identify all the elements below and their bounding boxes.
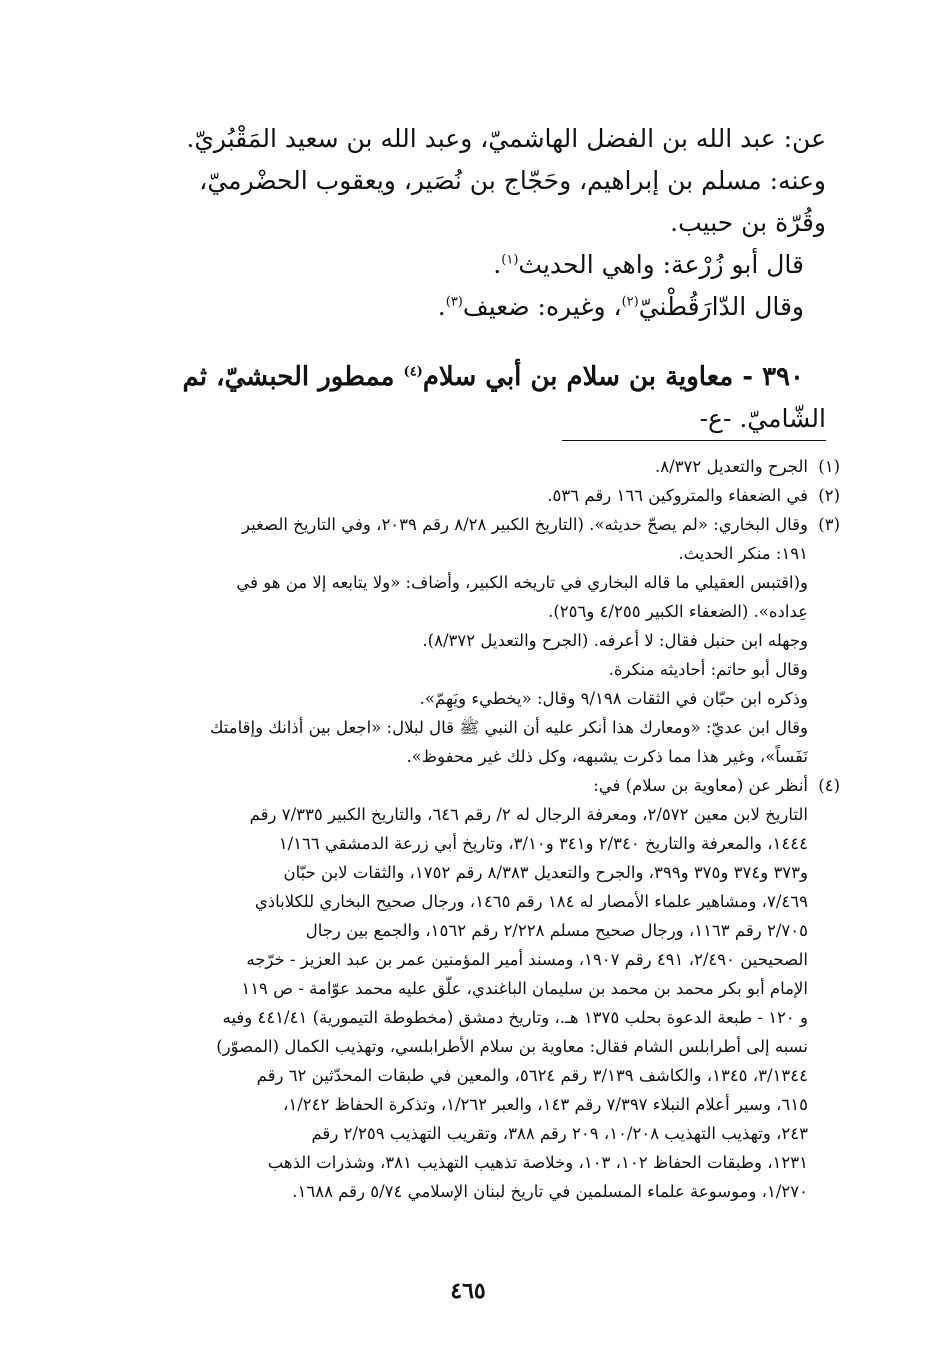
footnote-text: التاريخ لابن معين ٢/٥٧٢، ومعرفة الرجال له ٢/ رقم ٦٤٦، والتاريخ الكبير ٧/٣٣٥ رقم xyxy=(249,805,808,824)
footnote-line xyxy=(130,742,840,771)
footnote-text: ١٩١: منكر الحديث. xyxy=(678,544,808,563)
footnote-line xyxy=(130,684,840,713)
footnote-line xyxy=(130,1177,840,1206)
footnote xyxy=(130,510,840,771)
main-line: عن: عبد الله بن الفضل الهاشميّ، وعبد الله بن سعيد المَقْبُريّ. xyxy=(186,124,826,153)
footnote-text: وذكره ابن حبّان في الثقات ٩/١٩٨ وقال: «يخطيء ويَهِمّ». xyxy=(419,689,808,708)
entry-heading: ٣٩٠ - معاوية بن سلام بن أبي سلام$^{(٤)}$ ممطور الحبشيّ، ثم xyxy=(182,362,804,392)
footnote-text: نسبه إلى أطرابلس الشام فقال: معاوية بن سلام الأطرابلسي، وتهذيب الكمال (المصوّر) xyxy=(216,1037,808,1056)
footnote-text: ١٤٤٤، والمعرفة والتاريخ ٢/٣٤٠ و٣٤١ و٣/١٠، وتاريخ أبي زرعة الدمشقي ١/١٦٦ xyxy=(278,834,808,853)
footnote-text: ٢٤٣، وتهذيب التهذيب ١٠/٢٠٨، ٢٠٩ رقم ٣٨٨، وتقريب التهذيب ٢/٢٥٩ رقم xyxy=(311,1124,808,1143)
footnote-number: (٤) xyxy=(818,776,840,795)
footnote-text: الجرح والتعديل ٨/٣٧٢. xyxy=(654,457,808,476)
footnote-line xyxy=(130,800,840,829)
footnote-ref: (٣) xyxy=(445,294,463,310)
footnote-text: الإمام أبو بكر محمد بن محمد بن سليمان الباغندي، علّق عليه محمد عوّامة - ص ١١٩ xyxy=(241,979,808,998)
footnote-text: ١٢٣١، وطبقات الحفاظ ١٠٢، ١٠٣، وخلاصة تذهيب التهذيب ٣٨١، وشذرات الذهب xyxy=(267,1153,808,1172)
footnote-ref: (٢) xyxy=(621,294,639,310)
footnote-line xyxy=(130,887,840,916)
footnote-line xyxy=(130,568,840,597)
footnote-text: ٢/٧٠٥ رقم ١١٦٣، ورجال صحيح مسلم ٢/٢٢٨ رقم ١٥٦٢، والجمع بين رجال xyxy=(305,921,808,940)
footnote-text: ٦١٥، وسير أعلام النبلاء ٧/٣٩٧ رقم ١٤٣، والعبر ١/٢٦٢، وتذكرة الحفاظ ١/٢٤٢، xyxy=(283,1095,808,1114)
footnote-line xyxy=(130,771,840,800)
main-line: وقُرّة بن حبيب. xyxy=(670,208,826,237)
footnote xyxy=(130,452,840,481)
footnote-line xyxy=(130,626,840,655)
footnote-line xyxy=(130,974,840,1003)
footnote-text: و٣٧٣ و٣٧٤ و٣٧٥ و٣٩٩، والجرح والتعديل ٨/٣٨٣ رقم ١٧٥٢، والثقات لابن حبّان xyxy=(283,863,808,882)
footnote-line xyxy=(130,1003,840,1032)
footnote-text: أنظر عن (معاوية بن سلام) في: xyxy=(593,776,808,795)
footnote-line xyxy=(130,1148,840,1177)
footnote-line xyxy=(130,655,840,684)
footnote-text: ١/٢٧٠، وموسوعة علماء المسلمين في تاريخ لبنان الإسلامي ٥/٧٤ رقم ١٦٨٨. xyxy=(292,1182,808,1201)
footnote-text: وجهله ابن حنبل فقال: لا أعرفه. (الجرح والتعديل ٨/٣٧٢). xyxy=(422,631,808,650)
footnote-number: (٣) xyxy=(818,515,840,534)
main-line: وعنه: مسلم بن إبراهيم، وحَجّاج بن نُصَير، ويعقوب الحضْرميّ، xyxy=(199,166,826,195)
footnote-line xyxy=(130,481,840,510)
footnote-text: وقال البخاري: «لم يصحّ حديثه». (التاريخ الكبير ٨/٢٨ رقم ٢٠٣٩، وفي التاريخ الصغير xyxy=(241,515,808,534)
footnote-divider xyxy=(562,440,826,441)
footnote-ref: (٤) xyxy=(403,364,423,380)
footnote-text: وقال أبو حاتم: أحاديثه منكرة. xyxy=(608,660,808,679)
footnote-number: (٢) xyxy=(818,486,840,505)
footnote-text: و ١٢٠ - طبعة الدعوة بحلب ١٣٧٥ هـ.، وتاريخ دمشق (مخطوطة التيمورية) ٤٤١/٤١ وفيه xyxy=(222,1008,808,1027)
main-line: قال أبو زُرْعة: واهي الحديث$^{(١)}$. xyxy=(493,250,804,279)
footnote-line xyxy=(130,945,840,974)
footnote-line xyxy=(130,1032,840,1061)
footnote-text: نَفَساً»، وغير هذا مما ذكرت يشبهه، وكل ذلك غير محفوظ». xyxy=(406,747,808,766)
page-number: ٤٦٥ xyxy=(450,1278,486,1304)
footnote-text: و(اقتبس العقيلي ما قاله البخاري في تاريخه الكبير، وأضاف: «ولا يتابعه إلا من هو في xyxy=(236,573,808,592)
footnote-line xyxy=(130,539,840,568)
footnote-text: الصحيحين ٢/٤٩٠، ٤٩١ رقم ١٩٠٧، ومسند أمير المؤمنين عمر بن عبد العزيز - خرّجه xyxy=(246,950,808,969)
footnote-line xyxy=(130,829,840,858)
footnote-line xyxy=(130,1090,840,1119)
footnotes xyxy=(130,452,840,1206)
footnote-text: في الضعفاء والمتروكين ١٦٦ رقم ٥٣٦. xyxy=(547,486,808,505)
footnote-line xyxy=(130,916,840,945)
footnote xyxy=(130,771,840,1206)
footnote-number: (١) xyxy=(818,457,840,476)
main-text xyxy=(130,118,826,440)
footnote-text: عِداده». (الضعفاء الكبير ٤/٢٥٥ و٢٥٦). xyxy=(548,602,808,621)
footnote-line xyxy=(130,510,840,539)
footnote xyxy=(130,481,840,510)
footnote-text: ٣/١٣٤٤، ١٣٤٥، والكاشف ٣/١٣٩ رقم ٥٦٢٤، والمعين في طبقات المحدّثين ٦٢ رقم xyxy=(256,1066,808,1085)
entry-heading-line2: الشّاميّ. -ع- xyxy=(699,404,826,433)
footnote-text: وقال ابن عديّ: «ومعارك هذا أنكر عليه أن النبي ﷺ قال لبلال: «اجعل بين أذانك وإقامتك xyxy=(209,718,808,737)
footnote-text: ٧/٤٦٩، ومشاهير علماء الأمصار له ١٨٤ رقم ١٤٦٥، ورجال صحيح البخاري للكلاباذي xyxy=(254,892,808,911)
footnote-line xyxy=(130,858,840,887)
footnote-ref: (١) xyxy=(501,252,519,268)
footnote-line xyxy=(130,1061,840,1090)
main-line: وقال الدّارَقُطْنيّ$^{(٢)}$، وغيره: ضعيف$^{(٣)}$. xyxy=(437,292,804,321)
footnote-line xyxy=(130,597,840,626)
footnote-line xyxy=(130,452,840,481)
footnote-line xyxy=(130,1119,840,1148)
footnote-line xyxy=(130,713,840,742)
